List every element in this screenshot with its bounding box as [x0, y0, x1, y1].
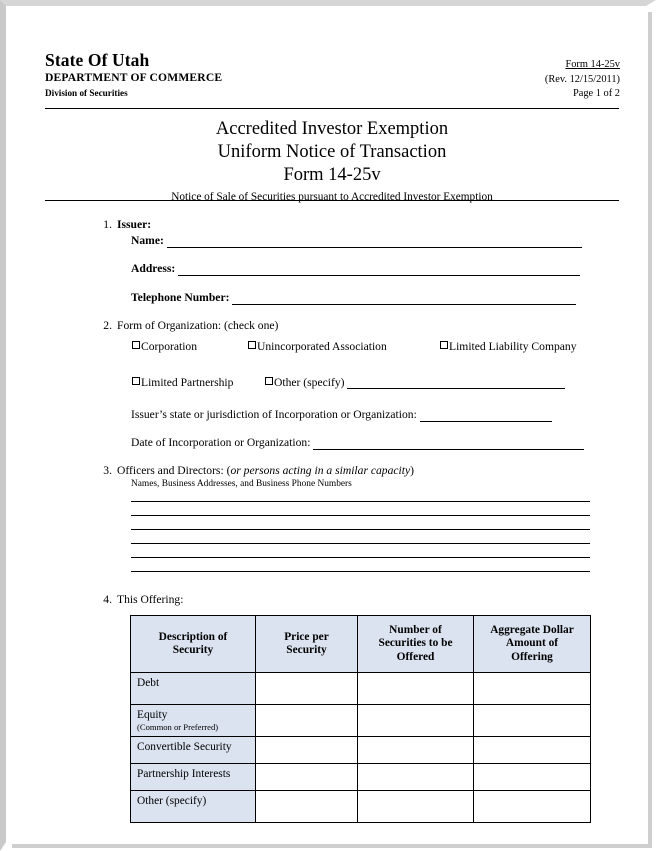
checkbox-square-icon[interactable]	[248, 341, 256, 349]
table-row	[131, 705, 591, 737]
checkbox-unincorporated-association[interactable]	[248, 340, 387, 353]
header-divider	[45, 108, 619, 109]
field-issuer-name-input[interactable]	[167, 236, 582, 248]
field-issuer-address-input[interactable]	[178, 264, 580, 276]
section-officers-subnote: Names, Business Addresses, and Business Phone Numbers	[131, 479, 352, 489]
officers-blank-line[interactable]	[131, 501, 590, 502]
agency-department: DEPARTMENT OF COMMERCE	[45, 71, 223, 84]
letterhead	[45, 50, 405, 100]
row-label-equity	[131, 705, 256, 737]
form-metadata	[390, 58, 620, 102]
field-state-of-incorporation-label: Issuer’s state or jurisdiction of Incorporation or Organization:	[131, 408, 417, 421]
table-row	[131, 791, 591, 823]
checkbox-other-specify[interactable]	[265, 376, 565, 389]
page-sheet	[12, 12, 652, 848]
cell-other-aggregate-amount[interactable]	[474, 791, 591, 823]
form-number: Form 14-25v	[565, 59, 620, 70]
row-label-equity-text: Equity	[137, 709, 168, 721]
checkbox-corporation-label: Corporation	[141, 340, 198, 353]
officers-blank-line[interactable]	[131, 543, 590, 544]
section-officers-heading-italic: or persons acting in a similar capacity	[230, 464, 411, 477]
column-header-aggregate-dollar-amount: Aggregate Dollar Amount of Offering	[474, 616, 591, 673]
section-offering-number: 4.	[103, 593, 112, 606]
field-issuer-address-label: Address:	[131, 262, 176, 275]
agency-division: Division of Securities	[45, 88, 128, 98]
page-number: Page 1 of 2	[572, 88, 620, 100]
form-revision-date: (Rev. 12/15/2011)	[544, 73, 620, 85]
field-issuer-telephone-input[interactable]	[232, 293, 576, 305]
column-header-price-per-security: Price per Security	[256, 616, 358, 673]
checkbox-limited-partnership-label: Limited Partnership	[141, 376, 234, 389]
section-organization-heading: Form of Organization: (check one)	[117, 319, 279, 332]
checkbox-limited-liability-company[interactable]	[440, 340, 577, 353]
field-issuer-telephone	[131, 291, 576, 305]
title-divider	[45, 200, 619, 201]
checkbox-limited-liability-company-label: Limited Liability Company	[449, 340, 577, 353]
cell-partnership-price-per-security[interactable]	[256, 764, 358, 791]
row-label-debt: Debt	[131, 673, 256, 705]
section-officers-number: 3.	[103, 464, 112, 477]
cell-partnership-aggregate-amount[interactable]	[474, 764, 591, 791]
field-date-of-incorporation-input[interactable]	[313, 438, 584, 450]
cell-debt-aggregate-amount[interactable]	[474, 673, 591, 705]
section-issuer-heading: Issuer:	[117, 218, 152, 231]
field-state-of-incorporation-input[interactable]	[420, 410, 552, 422]
field-date-of-incorporation-label: Date of Incorporation or Organization:	[131, 436, 311, 449]
cell-convertible-price-per-security[interactable]	[256, 737, 358, 764]
document-subtitle: Notice of Sale of Securities pursuant to Accredited Investor Exemption	[171, 191, 493, 203]
column-header-description-of-security: Description of Security	[131, 616, 256, 673]
cell-convertible-number-of-securities[interactable]	[358, 737, 474, 764]
table-row	[131, 673, 591, 705]
field-issuer-address	[131, 262, 580, 276]
section-officers-heading	[117, 464, 414, 477]
section-organization-number: 2.	[103, 319, 112, 332]
officers-blank-line[interactable]	[131, 557, 590, 558]
offering-table-header-row	[131, 616, 591, 673]
field-issuer-telephone-label: Telephone Number:	[131, 291, 230, 304]
offering-table	[130, 615, 591, 823]
cell-partnership-number-of-securities[interactable]	[358, 764, 474, 791]
row-label-convertible-security: Convertible Security	[131, 737, 256, 764]
field-issuer-name	[131, 234, 582, 248]
cell-other-number-of-securities[interactable]	[358, 791, 474, 823]
row-label-other-specify: Other (specify)	[131, 791, 256, 823]
cell-debt-price-per-security[interactable]	[256, 673, 358, 705]
checkbox-corporation[interactable]	[132, 340, 197, 353]
field-issuer-name-label: Name:	[131, 234, 164, 247]
field-date-of-incorporation	[131, 436, 584, 450]
title-block	[45, 118, 619, 205]
checkbox-limited-partnership[interactable]	[132, 376, 233, 389]
cell-equity-price-per-security[interactable]	[256, 705, 358, 737]
checkbox-unincorporated-association-label: Unincorporated Association	[257, 340, 387, 353]
cell-other-price-per-security[interactable]	[256, 791, 358, 823]
checkbox-square-icon[interactable]	[265, 377, 273, 385]
section-issuer-number: 1.	[103, 218, 112, 231]
document-title-line2: Uniform Notice of Transaction	[217, 142, 447, 162]
document-page	[12, 12, 648, 844]
document-title-line1: Accredited Investor Exemption	[215, 119, 449, 139]
agency-state-name: State Of Utah	[45, 50, 150, 70]
checkbox-square-icon[interactable]	[440, 341, 448, 349]
table-row	[131, 737, 591, 764]
section-offering-heading: This Offering:	[117, 593, 184, 606]
officers-blank-line[interactable]	[131, 515, 590, 516]
cell-equity-aggregate-amount[interactable]	[474, 705, 591, 737]
section-officers-heading-main: Officers and Directors: (	[117, 464, 231, 477]
checkbox-square-icon[interactable]	[132, 377, 140, 385]
cell-convertible-aggregate-amount[interactable]	[474, 737, 591, 764]
row-label-equity-sublabel: (Common or Preferred)	[137, 722, 219, 732]
cell-equity-number-of-securities[interactable]	[358, 705, 474, 737]
checkbox-square-icon[interactable]	[132, 341, 140, 349]
row-label-partnership-interests: Partnership Interests	[131, 764, 256, 791]
field-other-organization-input[interactable]	[347, 377, 565, 389]
cell-debt-number-of-securities[interactable]	[358, 673, 474, 705]
officers-blank-line[interactable]	[131, 529, 590, 530]
officers-blank-line[interactable]	[131, 571, 590, 572]
field-state-of-incorporation	[131, 408, 552, 422]
document-title-line3: Form 14-25v	[283, 165, 381, 185]
table-row	[131, 764, 591, 791]
section-officers-heading-close: )	[410, 464, 415, 477]
column-header-number-of-securities: Number of Securities to be Offered	[358, 616, 474, 673]
checkbox-other-specify-label: Other (specify)	[274, 376, 345, 389]
